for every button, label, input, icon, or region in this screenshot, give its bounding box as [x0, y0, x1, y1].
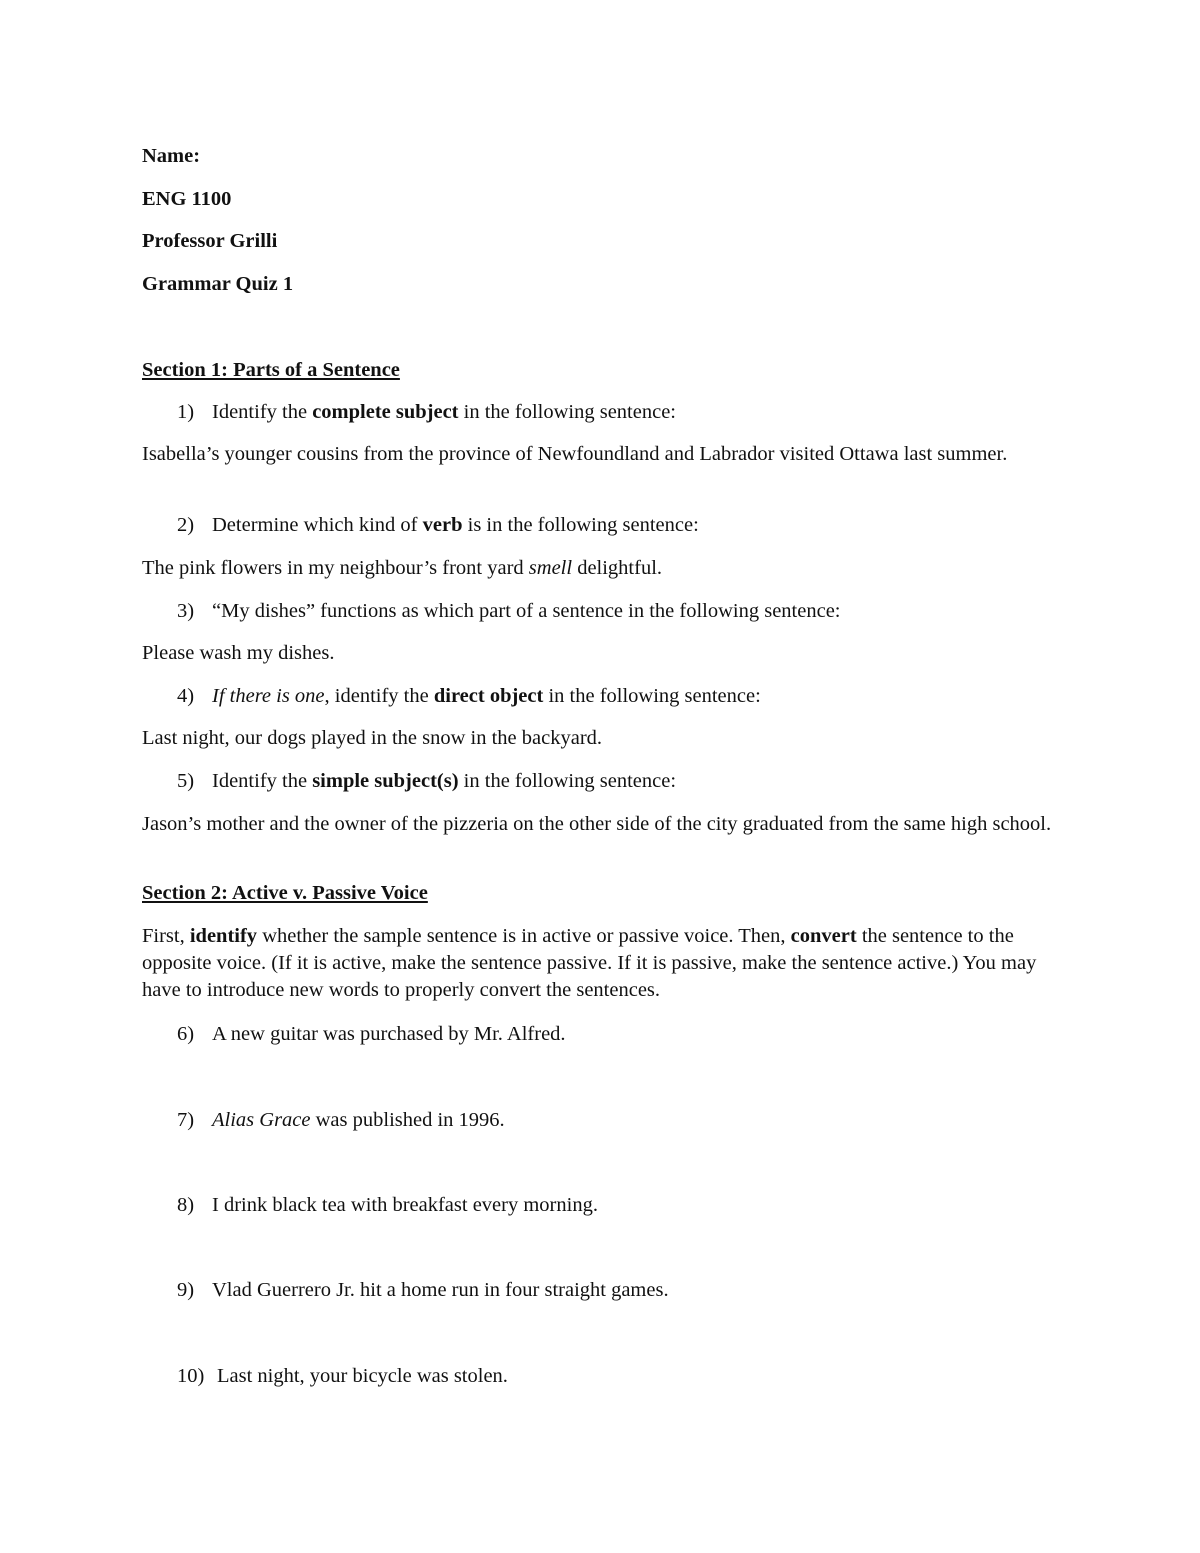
question-number: 9) — [177, 1279, 195, 1301]
question-number: 4) — [177, 685, 195, 707]
question-7: 7) Alias Grace was published in 1996. — [177, 1107, 505, 1134]
section-2-heading: Section 2: Active v. Passive Voice — [142, 882, 428, 904]
question-5-sentence: Jason’s mother and the owner of the pizzeria on the other side of the city graduated from the same high school. — [142, 813, 1052, 835]
question-2: 2) Determine which kind of verb is in the following sentence: — [177, 512, 699, 539]
section-2-instructions: First, identify whether the sample sentence is in active or passive voice. Then, convert the sentence to the opposite voice. (If it is active, make the sentence passive. If it is passive, make the sentence active.) You may have to introduce new words to properly convert the sentences. — [142, 925, 1037, 1001]
key-term: complete subject — [312, 401, 459, 423]
question-number: 2) — [177, 514, 195, 536]
question-4-sentence: Last night, our dogs played in the snow in the backyard. — [142, 727, 603, 749]
question-6: 6) A new guitar was purchased by Mr. Alfred. — [177, 1021, 566, 1048]
question-number: 8) — [177, 1194, 195, 1216]
question-number: 1) — [177, 401, 195, 423]
question-number: 3) — [177, 600, 195, 622]
question-1: 1) Identify the complete subject in the following sentence: — [177, 399, 676, 426]
book-title: Alias Grace — [212, 1109, 311, 1131]
question-8: 8) I drink black tea with breakfast every morning. — [177, 1192, 598, 1219]
question-2-sentence: The pink flowers in my neighbour’s front yard smell delightful. — [142, 557, 663, 579]
question-1-sentence: Isabella’s younger cousins from the province of Newfoundland and Labrador visited Ottawa last summer. — [142, 443, 1008, 465]
question-number: 5) — [177, 770, 195, 792]
question-10: 10) Last night, your bicycle was stolen. — [177, 1363, 508, 1390]
question-5: 5) Identify the simple subject(s) in the following sentence: — [177, 768, 676, 795]
key-term: direct object — [433, 685, 544, 707]
section-1-heading: Section 1: Parts of a Sentence — [142, 359, 400, 381]
question-number: 7) — [177, 1109, 195, 1131]
key-term: verb — [422, 514, 463, 536]
question-number: 10) — [177, 1365, 205, 1387]
key-term: simple subject(s) — [312, 770, 459, 792]
question-9: 9) Vlad Guerrero Jr. hit a home run in four straight games. — [177, 1277, 669, 1304]
question-4: 4) If there is one, identify the direct object in the following sentence: — [177, 683, 761, 710]
name-label: Name: — [142, 145, 201, 167]
question-number: 6) — [177, 1023, 195, 1045]
course-code: ENG 1100 — [142, 188, 232, 210]
quiz-title: Grammar Quiz 1 — [142, 273, 294, 295]
professor-name: Professor Grilli — [142, 230, 278, 252]
question-3-sentence: Please wash my dishes. — [142, 642, 335, 664]
question-3: 3) “My dishes” functions as which part of a sentence in the following sentence: — [177, 598, 840, 625]
